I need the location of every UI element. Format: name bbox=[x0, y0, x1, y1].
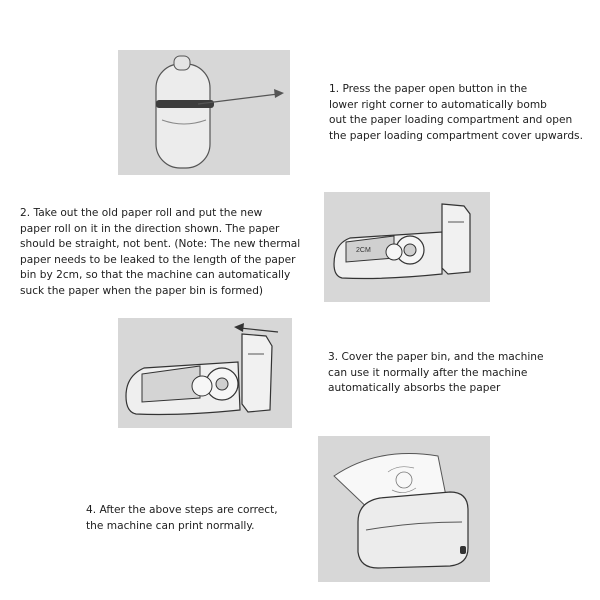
open-lid-shape bbox=[442, 204, 470, 274]
step3-illustration bbox=[118, 318, 292, 428]
power-button-icon bbox=[460, 546, 466, 554]
step2-text: 2. Take out the old paper roll and put the new paper roll on it in the direction shown. The paper should be straight, not bent. (Note: The new thermal paper needs to be leaked to the length of the paper bin by 2cm, so that the machine can automatically suck the paper when the paper bin is formed) bbox=[20, 207, 301, 297]
paper-roll-side bbox=[386, 244, 402, 260]
printer-closing-graphic bbox=[118, 318, 292, 428]
printer-top-nub bbox=[174, 56, 190, 70]
printer-open-roll-graphic bbox=[324, 192, 490, 302]
arrow-head-icon bbox=[274, 89, 284, 98]
printer-side-view-graphic bbox=[118, 50, 290, 175]
step2-illustration bbox=[324, 192, 490, 302]
step3-text: 3. Cover the paper bin, and the machine can use it normally after the machine automatically absorbs the paper bbox=[328, 351, 544, 394]
arrow-line bbox=[240, 328, 278, 332]
printer-body-shape bbox=[156, 64, 210, 168]
lid-shape bbox=[242, 334, 272, 412]
step1-text: 1. Press the paper open button in the lower right corner to automatically bomb out the paper loading compartment and open the paper loading compartment cover upwards. bbox=[329, 83, 583, 142]
step1-illustration bbox=[118, 50, 290, 175]
paper-roll-core bbox=[404, 244, 416, 256]
step4-text: 4. After the above steps are correct, the machine can print normally. bbox=[86, 504, 278, 532]
printer-printing-graphic bbox=[318, 436, 490, 582]
arrow-left-icon bbox=[234, 323, 244, 332]
printer-body-shape bbox=[358, 492, 468, 568]
paper-roll-side bbox=[192, 376, 212, 396]
printer-band bbox=[156, 100, 214, 108]
step4-illustration bbox=[318, 436, 490, 582]
2cm-label: 2CM bbox=[356, 247, 371, 254]
paper-roll-core bbox=[216, 378, 228, 390]
